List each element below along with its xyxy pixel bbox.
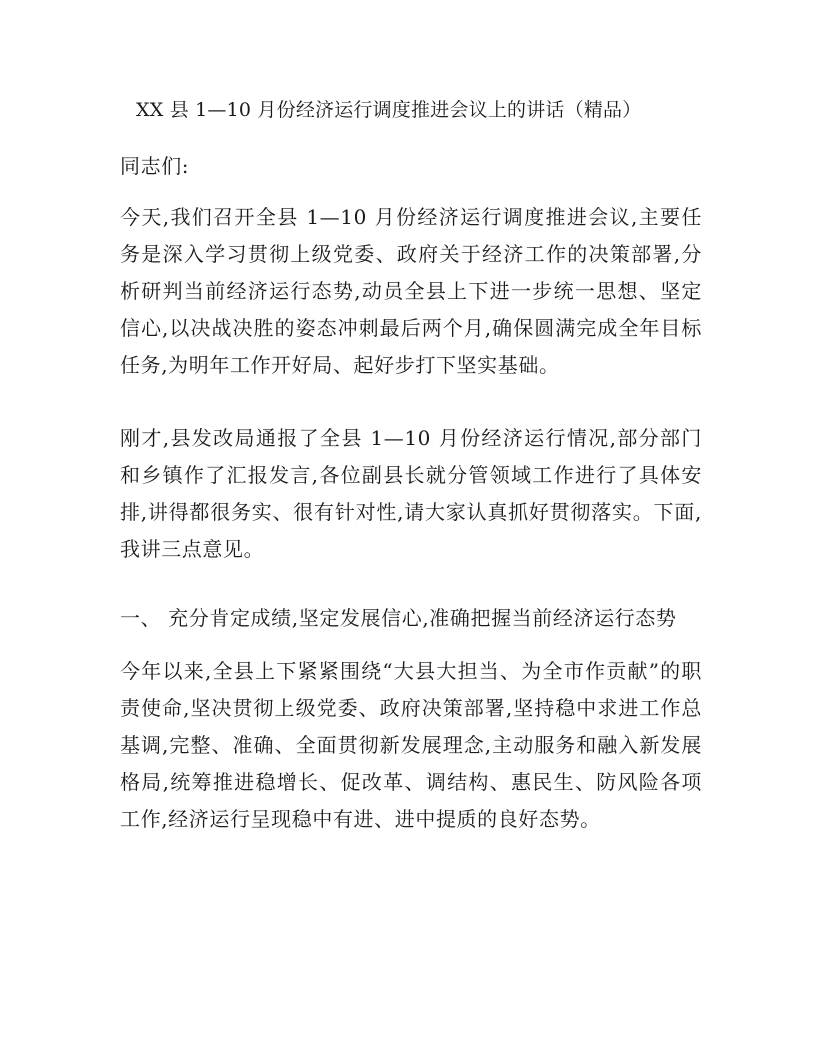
document-title: XX 县 1—10 月份经济运行调度推进会议上的讲话（精品）	[136, 99, 642, 121]
section-1-paragraph: 今年以来,全县上下紧紧围绕“大县大担当、为全市作贡献”的职责使命,坚决贯彻上级党委、政府决策部署,坚持稳中求进工作总基调,完整、准确、全面贯彻新发展理念,主动服务和融入新发展格局,统筹推进稳增长、促改革、调结构、惠民生、防风险各项工作,经济运行呈现稳中有进、进中提质的良好态势。	[120, 659, 702, 831]
paragraph-opening: 今天,我们召开全县 1—10 月份经济运行调度推进会议,主要任务是深入学习贯彻上级党委、政府关于经济工作的决策部署,分析研判当前经济运行态势,动员全县上下进一步统一思想、坚定信心,以决战决胜的姿态冲刺最后两个月,确保圆满完成全年目标任务,为明年工作开好局、起好步打下坚实基础。	[120, 205, 702, 377]
paragraph-summary: 刚才,县发改局通报了全县 1—10 月份经济运行情况,部分部门和乡镇作了汇报发言,各位副县长就分管领域工作进行了具体安排,讲得都很务实、很有针对性,请大家认真抓好贯彻落实。下面,我讲三点意见。	[120, 426, 702, 561]
section-heading-1: 一、 充分肯定成绩,坚定发展信心,准确把握当前经济运行态势	[120, 606, 677, 630]
salutation: 同志们:	[120, 154, 190, 178]
